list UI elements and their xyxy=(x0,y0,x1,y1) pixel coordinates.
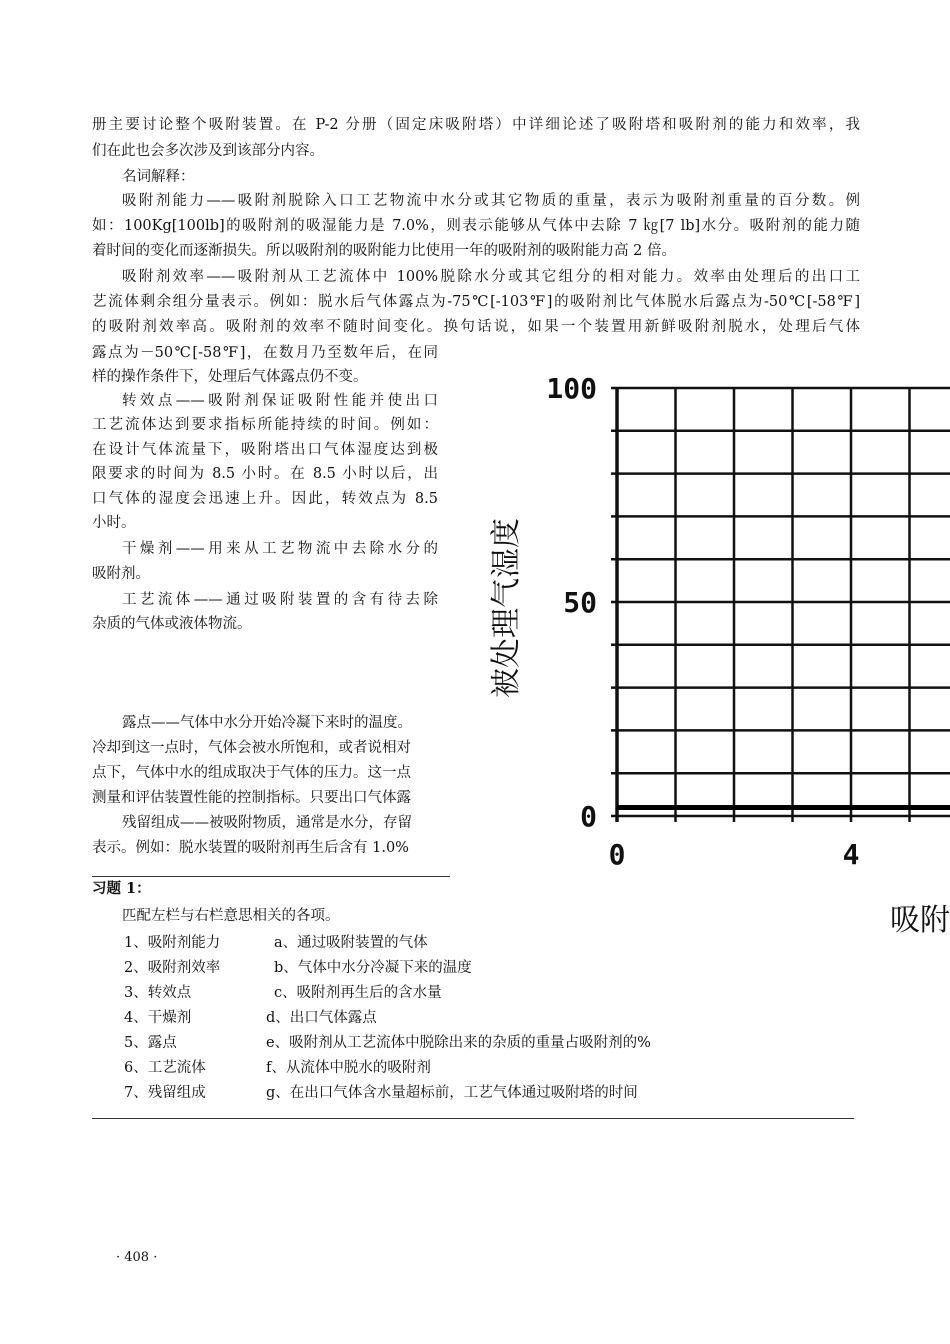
glossary-heading: 名词解释： xyxy=(122,169,195,185)
exercise-right-item: a、通过吸附装置的气体 xyxy=(274,935,428,951)
y-tick-label: 0 xyxy=(580,800,597,833)
body-text-line: 吸附剂效率——吸附剂从工艺流体中 100%脱除水分或其它组分的相对能力。效率由处理后的出口工 xyxy=(122,269,860,285)
exercise-right-item: c、吸附剂再生后的含水量 xyxy=(274,985,442,1001)
body-text-line: 工艺流体达到要求指标所能持续的时间。例如： xyxy=(92,417,438,433)
exercise-left-item: 2、吸附剂效率 xyxy=(124,960,221,976)
body-text-line: 表示。例如：脱水装置的吸附剂再生后含有 1.0% xyxy=(92,840,409,856)
exercise-left-item: 6、工艺流体 xyxy=(124,1060,206,1076)
body-text-line: 在设计气体流量下，吸附塔出口气体湿度达到极 xyxy=(92,442,438,458)
body-text-line: 样的操作条件下，处理后气体露点仍不变。 xyxy=(92,369,368,385)
divider xyxy=(92,1118,854,1119)
y-axis-label: 被处理气湿度 xyxy=(489,518,524,698)
body-text-line: 艺流体剩余组分量表示。例如：脱水后气体露点为-75℃[-103℉]的吸附剂比气体脱水后露点为-50℃[-58℉] xyxy=(92,294,860,310)
x-tick-label: 4 xyxy=(842,838,860,871)
body-text-line: 测量和评估装置性能的控制指标。只要出口气体露 xyxy=(92,790,411,806)
body-text-line: 册主要讨论整个吸附装置。在 P-2 分册（固定床吸附塔）中详细论述了吸附塔和吸附剂的能力和效率，我 xyxy=(92,117,860,133)
body-text-line: 小时。 xyxy=(92,515,136,531)
x-axis-label: 吸附 xyxy=(890,903,950,938)
exercise-left-item: 3、转效点 xyxy=(124,985,192,1001)
body-text-line: 的吸附剂效率高。吸附剂的效率不随时间变化。换句话说，如果一个装置用新鲜吸附剂脱水，处理后气体 xyxy=(92,319,860,335)
body-text-line: 露点——气体中水分开始冷凝下来时的温度。 xyxy=(122,715,412,731)
body-text-line: 转效点——吸附剂保证吸附性能并使出口 xyxy=(122,393,438,409)
exercise-right-item: f、从流体中脱水的吸附剂 xyxy=(266,1060,431,1076)
body-text-line: 限要求的时间为 8.5 小时。在 8.5 小时以后，出 xyxy=(92,466,438,482)
exercise-right-item: g、在出口气体含水量超标前，工艺气体通过吸附塔的时间 xyxy=(266,1085,638,1101)
exercise-left-item: 1、吸附剂能力 xyxy=(124,935,221,951)
page-number: · 408 · xyxy=(116,1250,158,1265)
y-tick-label: 100 xyxy=(546,372,597,405)
x-tick-label: 0 xyxy=(608,838,626,871)
exercise-instruction: 匹配左栏与右栏意思相关的各项。 xyxy=(122,908,340,924)
divider xyxy=(92,876,450,877)
body-text-line: 杂质的气体或液体物流。 xyxy=(92,616,252,632)
body-text-line: 吸附剂。 xyxy=(92,566,150,582)
exercise-left-item: 7、残留组成 xyxy=(124,1085,206,1101)
y-tick-label: 50 xyxy=(563,586,597,619)
exercise-left-item: 4、干燥剂 xyxy=(124,1010,192,1026)
exercise-right-item: b、气体中水分冷凝下来的温度 xyxy=(274,960,472,976)
exercise-right-item: e、吸附剂从工艺流体中脱除出来的杂质的重量占吸附剂的% xyxy=(266,1035,651,1051)
body-text-line: 工艺流体——通过吸附装置的含有待去除 xyxy=(122,592,438,608)
body-text-line: 如：100Kg[100lb]的吸附剂的吸湿能力是 7.0%，则表示能够从气体中去除 7 ㎏[7 lb]水分。吸附剂的能力随 xyxy=(92,218,860,234)
body-text-line: 们在此也会多次涉及到该部分内容。 xyxy=(92,143,324,159)
body-text-line: 吸附剂能力——吸附剂脱除入口工艺物流中水分或其它物质的重量，表示为吸附剂重量的百分数。例 xyxy=(122,193,860,209)
humidity-chart xyxy=(460,368,950,944)
exercise-left-item: 5、露点 xyxy=(124,1035,177,1051)
body-text-line: 口气体的湿度会迅速上升。因此，转效点为 8.5 xyxy=(92,491,438,507)
body-text-line: 冷却到这一点时，气体会被水所饱和，或者说相对 xyxy=(92,740,411,756)
body-text-line: 露点为－50℃[-58℉]，在数月乃至数年后，在同 xyxy=(92,345,438,361)
body-text-line: 残留组成——被吸附物质，通常是水分，存留 xyxy=(122,815,412,831)
body-text-line: 着时间的变化而逐渐损失。所以吸附剂的吸附能力比使用一年的吸附剂的吸附能力高 2 倍。 xyxy=(92,243,676,259)
exercise-right-item: d、出口气体露点 xyxy=(266,1010,377,1026)
exercise-title: 习题 1： xyxy=(92,880,151,897)
body-text-line: 点下，气体中水的组成取决于气体的压力。这一点 xyxy=(92,765,411,781)
body-text-line: 干燥剂——用来从工艺物流中去除水分的 xyxy=(122,541,438,557)
